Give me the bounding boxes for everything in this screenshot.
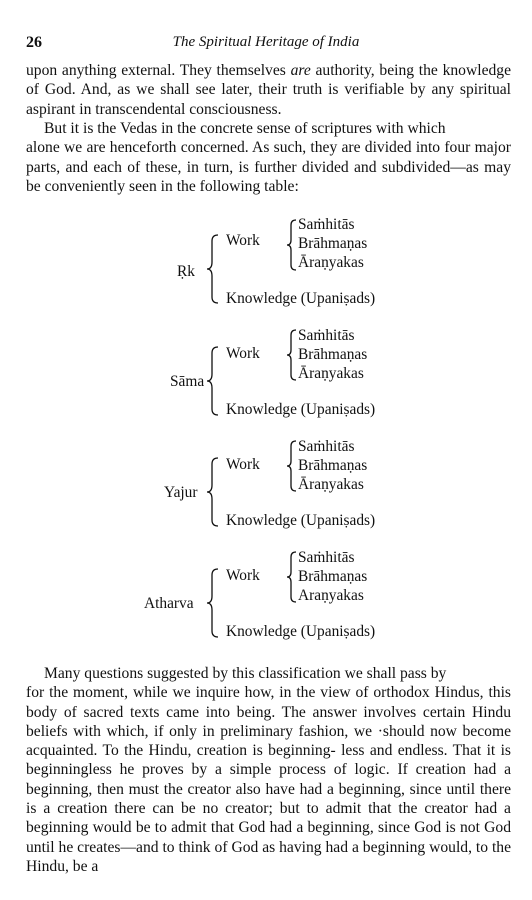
inner-brace — [286, 328, 298, 382]
outer-brace — [206, 456, 220, 528]
veda-name: Yajur — [164, 484, 198, 501]
paragraph-2-line-1: But it is the Vedas in the concrete sense of scriptures with which — [44, 120, 446, 137]
paragraph-3-line-10: God had a beginning, since God is not God until he creates—and to — [26, 819, 511, 856]
paragraph-3-line-2: for the moment, while we inquire how, in the view of orthodox — [26, 684, 430, 702]
paragraph-1-line-3: by any spiritual aspirant in transcendental consciousness. — [26, 81, 511, 118]
work-label: Work — [226, 232, 260, 249]
aranyakas-label: Āraṇyakas — [298, 476, 364, 493]
samhitas-label: Saṁhitās — [298, 327, 355, 344]
paragraph-3-line-7: of logic. If creation had a beginning, then must the creator also have — [26, 761, 511, 798]
paragraph-2-line-3: four major parts, and each of these, in turn, is further divided and — [26, 139, 511, 176]
knowledge-label: Knowledge (Upaniṣads) — [226, 290, 376, 307]
brahmanas-label: Brāhmaṇas — [298, 235, 368, 252]
outer-brace — [206, 345, 220, 417]
paragraph-3-line-8: had a beginning, since until there is a creation there can be no creator; — [26, 780, 511, 818]
outer-brace — [206, 233, 220, 305]
paragraph-1 — [26, 61, 511, 119]
aranyakas-label: Āraṇyakas — [298, 254, 364, 271]
paragraph-3-line-4: certain Hindu beliefs with which, if only in preliminary fashion, we — [26, 703, 511, 740]
aranyakas-label: Āraṇyakas — [298, 365, 364, 382]
samhitas-label: Saṁhitās — [298, 216, 355, 233]
paragraph-3-line-3: Hindus, this body of sacred texts came into being. The answer involves — [26, 684, 511, 721]
paragraph-3-line-6: less and endless. That it is beginningless he proves by a simple process — [26, 742, 512, 779]
paragraph-1-line-2: knowledge of God. And, as we shall see later, their truth is verifiable — [26, 62, 511, 99]
veda-name: Ṛk — [177, 263, 195, 280]
paragraph-3-line-1: Many questions suggested by this classification we shall pass by — [44, 665, 447, 682]
work-label: Work — [226, 456, 260, 473]
running-title: The Spiritual Heritage of India — [172, 34, 360, 50]
veda-name: Sāma — [170, 373, 205, 390]
knowledge-label: Knowledge (Upaniṣads) — [226, 512, 376, 529]
paragraph-3-line-5: ·should now become acquainted. To the Hindu, creation is beginning- — [26, 722, 512, 760]
paragraph-3-line-9: but to admit that the creator had a beginning would be to admit that — [26, 800, 511, 837]
paragraph-2-line-4: subdivided—as may be conveniently seen in the following table: — [26, 158, 511, 195]
brahmanas-label: Brāhmaṇas — [298, 568, 368, 585]
paragraph-2-line-2: alone we are henceforth concerned. As such, they are divided into — [26, 139, 441, 157]
samhitas-label: Saṁhitās — [298, 438, 355, 455]
inner-brace — [286, 218, 298, 272]
paragraph-3-line-11: think of God as having had a beginning would, to the Hindu, be a — [26, 838, 511, 875]
page-number: 26 — [26, 34, 42, 51]
work-label: Work — [226, 567, 260, 584]
veda-name: Atharva — [144, 595, 194, 612]
inner-brace — [286, 550, 298, 604]
paragraph-2 — [26, 119, 511, 196]
inner-brace — [286, 439, 298, 493]
aranyakas-label: Araṇyakas — [298, 587, 364, 604]
work-label: Work — [226, 345, 260, 362]
paragraph-1-line-1: upon anything external. They themselves are authority, being the — [26, 62, 438, 79]
brahmanas-label: Brāhmaṇas — [298, 346, 368, 363]
outer-brace — [206, 567, 220, 639]
knowledge-label: Knowledge (Upaniṣads) — [226, 623, 376, 640]
page-header — [26, 34, 506, 56]
samhitas-label: Saṁhitās — [298, 549, 355, 566]
paragraph-3 — [26, 664, 511, 876]
brahmanas-label: Brāhmaṇas — [298, 457, 368, 474]
knowledge-label: Knowledge (Upaniṣads) — [226, 401, 376, 418]
